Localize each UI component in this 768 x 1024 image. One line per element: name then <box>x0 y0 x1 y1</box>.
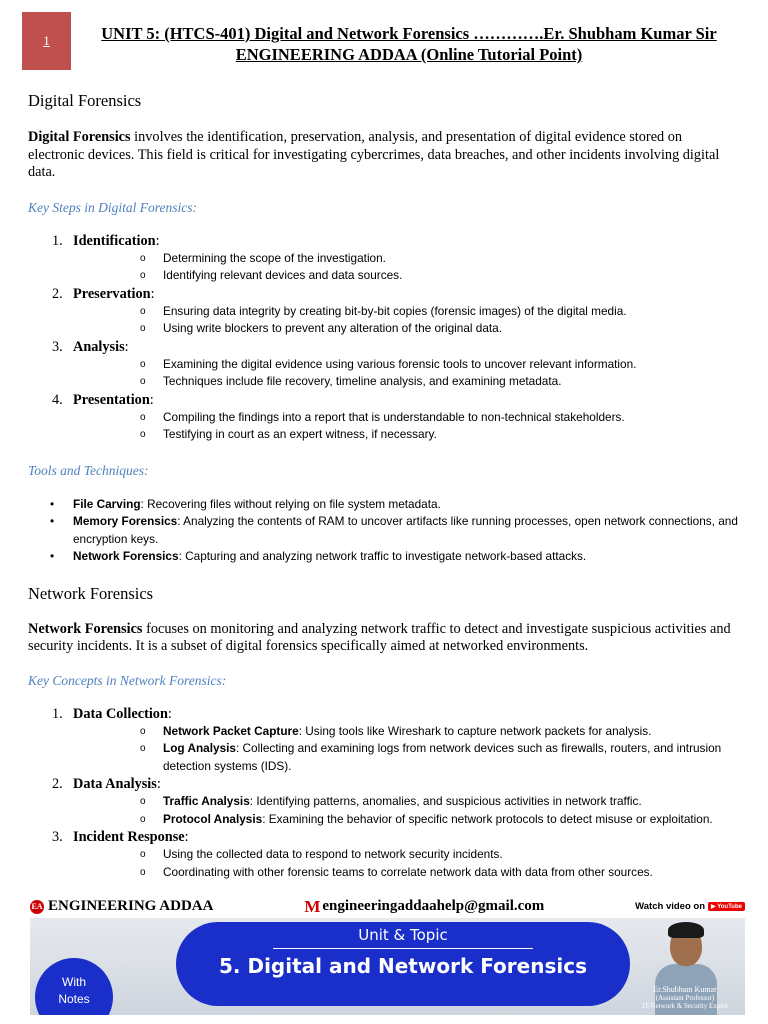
step-title: Identification <box>73 232 156 249</box>
list-item: o Using write blockers to prevent any alteration of the original data. <box>140 321 503 335</box>
watch-video[interactable]: Watch video on ▶ YouTube <box>635 901 745 912</box>
list-item: 3. Analysis: o Examining the digital evidence using various forensic tools to uncover relevant information. o Techniques include file recovery, timeline analysis, and examining metadata. <box>28 338 740 391</box>
list-item: o Coordinating with other forensic teams to correlate network data with data from other sources. <box>140 864 653 879</box>
youtube-icon: ▶ YouTube <box>708 902 745 911</box>
page-number-badge <box>22 12 71 70</box>
list-item: • Memory Forensics: Analyzing the contents of RAM to uncover artifacts like running processes, open network connections, and encryption keys. <box>50 514 738 546</box>
list-item: 3. Incident Response: o Using the collected data to respond to network security incidents. o Coordinating with other forensic teams to correlate network data with data from other sources. <box>28 828 740 881</box>
network-forensics-intro <box>28 621 740 656</box>
list-item: 2. Preservation: o Ensuring data integrity by creating bit-by-bit copies (forensic images) of the digital media. o Using write blockers to prevent any alteration of the original data. <box>28 285 740 338</box>
header-line-1: UNIT 5: (HTCS-401) Digital and Network Forensics ………….Er. Shubham Kumar Sir <box>101 24 717 43</box>
list-item: o Determining the scope of the investigation. <box>140 250 386 265</box>
instructor-caption: Er.Shubham Kumar (Assistant Professor) IT-Network & Security Expert <box>642 985 728 1010</box>
banner-main <box>30 918 745 1015</box>
step-number: 1. <box>52 705 63 722</box>
digital-forensics-heading: Digital Forensics <box>28 91 142 110</box>
brand <box>30 898 213 915</box>
network-forensics-heading: Network Forensics <box>28 583 154 603</box>
step-number: 4. <box>52 391 63 408</box>
header-line-2: ENGINEERING ADDAA (Online Tutorial Point) <box>235 45 583 64</box>
page-content <box>28 90 740 881</box>
tools-heading: Tools and Techniques: <box>28 462 149 478</box>
topic-title: 5. Digital and Network Forensics <box>219 954 587 978</box>
instructor-photo <box>640 918 730 1015</box>
list-item: o Log Analysis: Collecting and examining logs from network devices such as firewalls, routers, and intrusion detection systems (IDS). <box>140 741 722 773</box>
banner-top-bar <box>30 895 745 918</box>
list-item: o Compiling the findings into a report that is understandable to non-technical stakeholders. <box>140 409 625 424</box>
list-item: o Testifying in court as an expert witness, if necessary. <box>140 427 437 441</box>
list-item: o Using the collected data to respond to network security incidents. <box>140 847 503 861</box>
list-item: • File Carving: Recovering files without relying on file system metadata. <box>50 496 441 511</box>
page-number: 1 <box>43 33 50 48</box>
brand-name: ENGINEERING ADDAA <box>48 898 214 914</box>
topic-pill <box>176 922 630 1006</box>
key-steps-heading: Key Steps in Digital Forensics: <box>28 199 197 215</box>
list-item: o Traffic Analysis: Identifying patterns, anomalies, and suspicious activities in network traffic. <box>140 794 642 808</box>
list-item: 4. Presentation: o Compiling the findings into a report that is understandable to non-technical stakeholders. o Testifying in court as an expert witness, if necessary. <box>28 391 740 444</box>
intro-text: involves the identification, preservation, analysis, and presentation of digital evidence stored on electronic devices. This field is critical for investigating cybercrimes, data breaches, and other incidents involving digital data. <box>28 129 720 180</box>
step-title: Analysis <box>73 338 125 355</box>
key-steps-list <box>28 232 740 444</box>
email[interactable] <box>304 897 544 917</box>
step-title: Incident Response <box>73 829 185 845</box>
email-address[interactable]: engineeringaddaahelp@gmail.com <box>322 898 545 914</box>
step-number: 3. <box>52 338 63 355</box>
list-item: 1. Data Collection: o Network Packet Capture: Using tools like Wireshark to capture network packets for analysis. o Log Analysis: Collecting and examining logs from network devices such as firewalls, routers, and intrusion detection systems (IDS). <box>28 705 740 776</box>
promo-banner[interactable] <box>30 895 745 1015</box>
step-title: Data Analysis <box>73 776 157 792</box>
step-number: 2. <box>52 285 63 302</box>
step-number: 3. <box>52 829 63 845</box>
divider <box>273 948 533 949</box>
list-item: 1. Identification: o Determining the scope of the investigation. o Identifying relevant devices and data sources. <box>28 232 740 285</box>
intro-text: focuses on monitoring and analyzing network traffic to detect and investigate suspicious activities and security incidents. It is a subset of digital forensics specifically aimed at networked environments. <box>28 620 731 654</box>
list-item: o Examining the digital evidence using various forensic tools to uncover relevant information. <box>140 356 637 371</box>
list-item: 2. Data Analysis: o Traffic Analysis: Identifying patterns, anomalies, and suspicious activities in network traffic. o Protocol Analysis: Examining the behavior of specific network protocols to detect misuse or exploitation. <box>28 775 740 828</box>
step-title: Presentation <box>73 391 150 408</box>
step-title: Data Collection <box>73 705 168 722</box>
list-item: o Identifying relevant devices and data sources. <box>140 268 403 282</box>
step-title: Preservation <box>73 285 151 302</box>
tools-list <box>28 496 740 566</box>
key-concepts-heading: Key Concepts in Network Forensics: <box>28 672 227 688</box>
step-number: 1. <box>52 232 63 249</box>
key-concepts-list <box>28 705 740 882</box>
topic-kicker: Unit & Topic <box>358 926 448 944</box>
with-notes-badge: With Notes <box>35 958 113 1015</box>
list-item: • Network Forensics: Capturing and analyzing network traffic to investigate network-based attacks. <box>50 549 587 563</box>
gmail-icon: M <box>304 896 321 916</box>
document-header <box>75 23 743 65</box>
brand-logo-icon: EA <box>30 900 44 914</box>
list-item: o Protocol Analysis: Examining the behavior of specific network protocols to detect misuse or exploitation. <box>140 811 713 826</box>
step-number: 2. <box>52 776 63 792</box>
digital-forensics-intro <box>28 129 740 182</box>
list-item: o Ensuring data integrity by creating bit-by-bit copies (forensic images) of the digital media. <box>140 303 627 318</box>
intro-bold: Network Forensics <box>28 620 143 637</box>
list-item: o Network Packet Capture: Using tools like Wireshark to capture network packets for analysis. <box>140 723 652 738</box>
list-item: o Techniques include file recovery, timeline analysis, and examining metadata. <box>140 374 562 388</box>
intro-bold: Digital Forensics <box>28 129 131 145</box>
